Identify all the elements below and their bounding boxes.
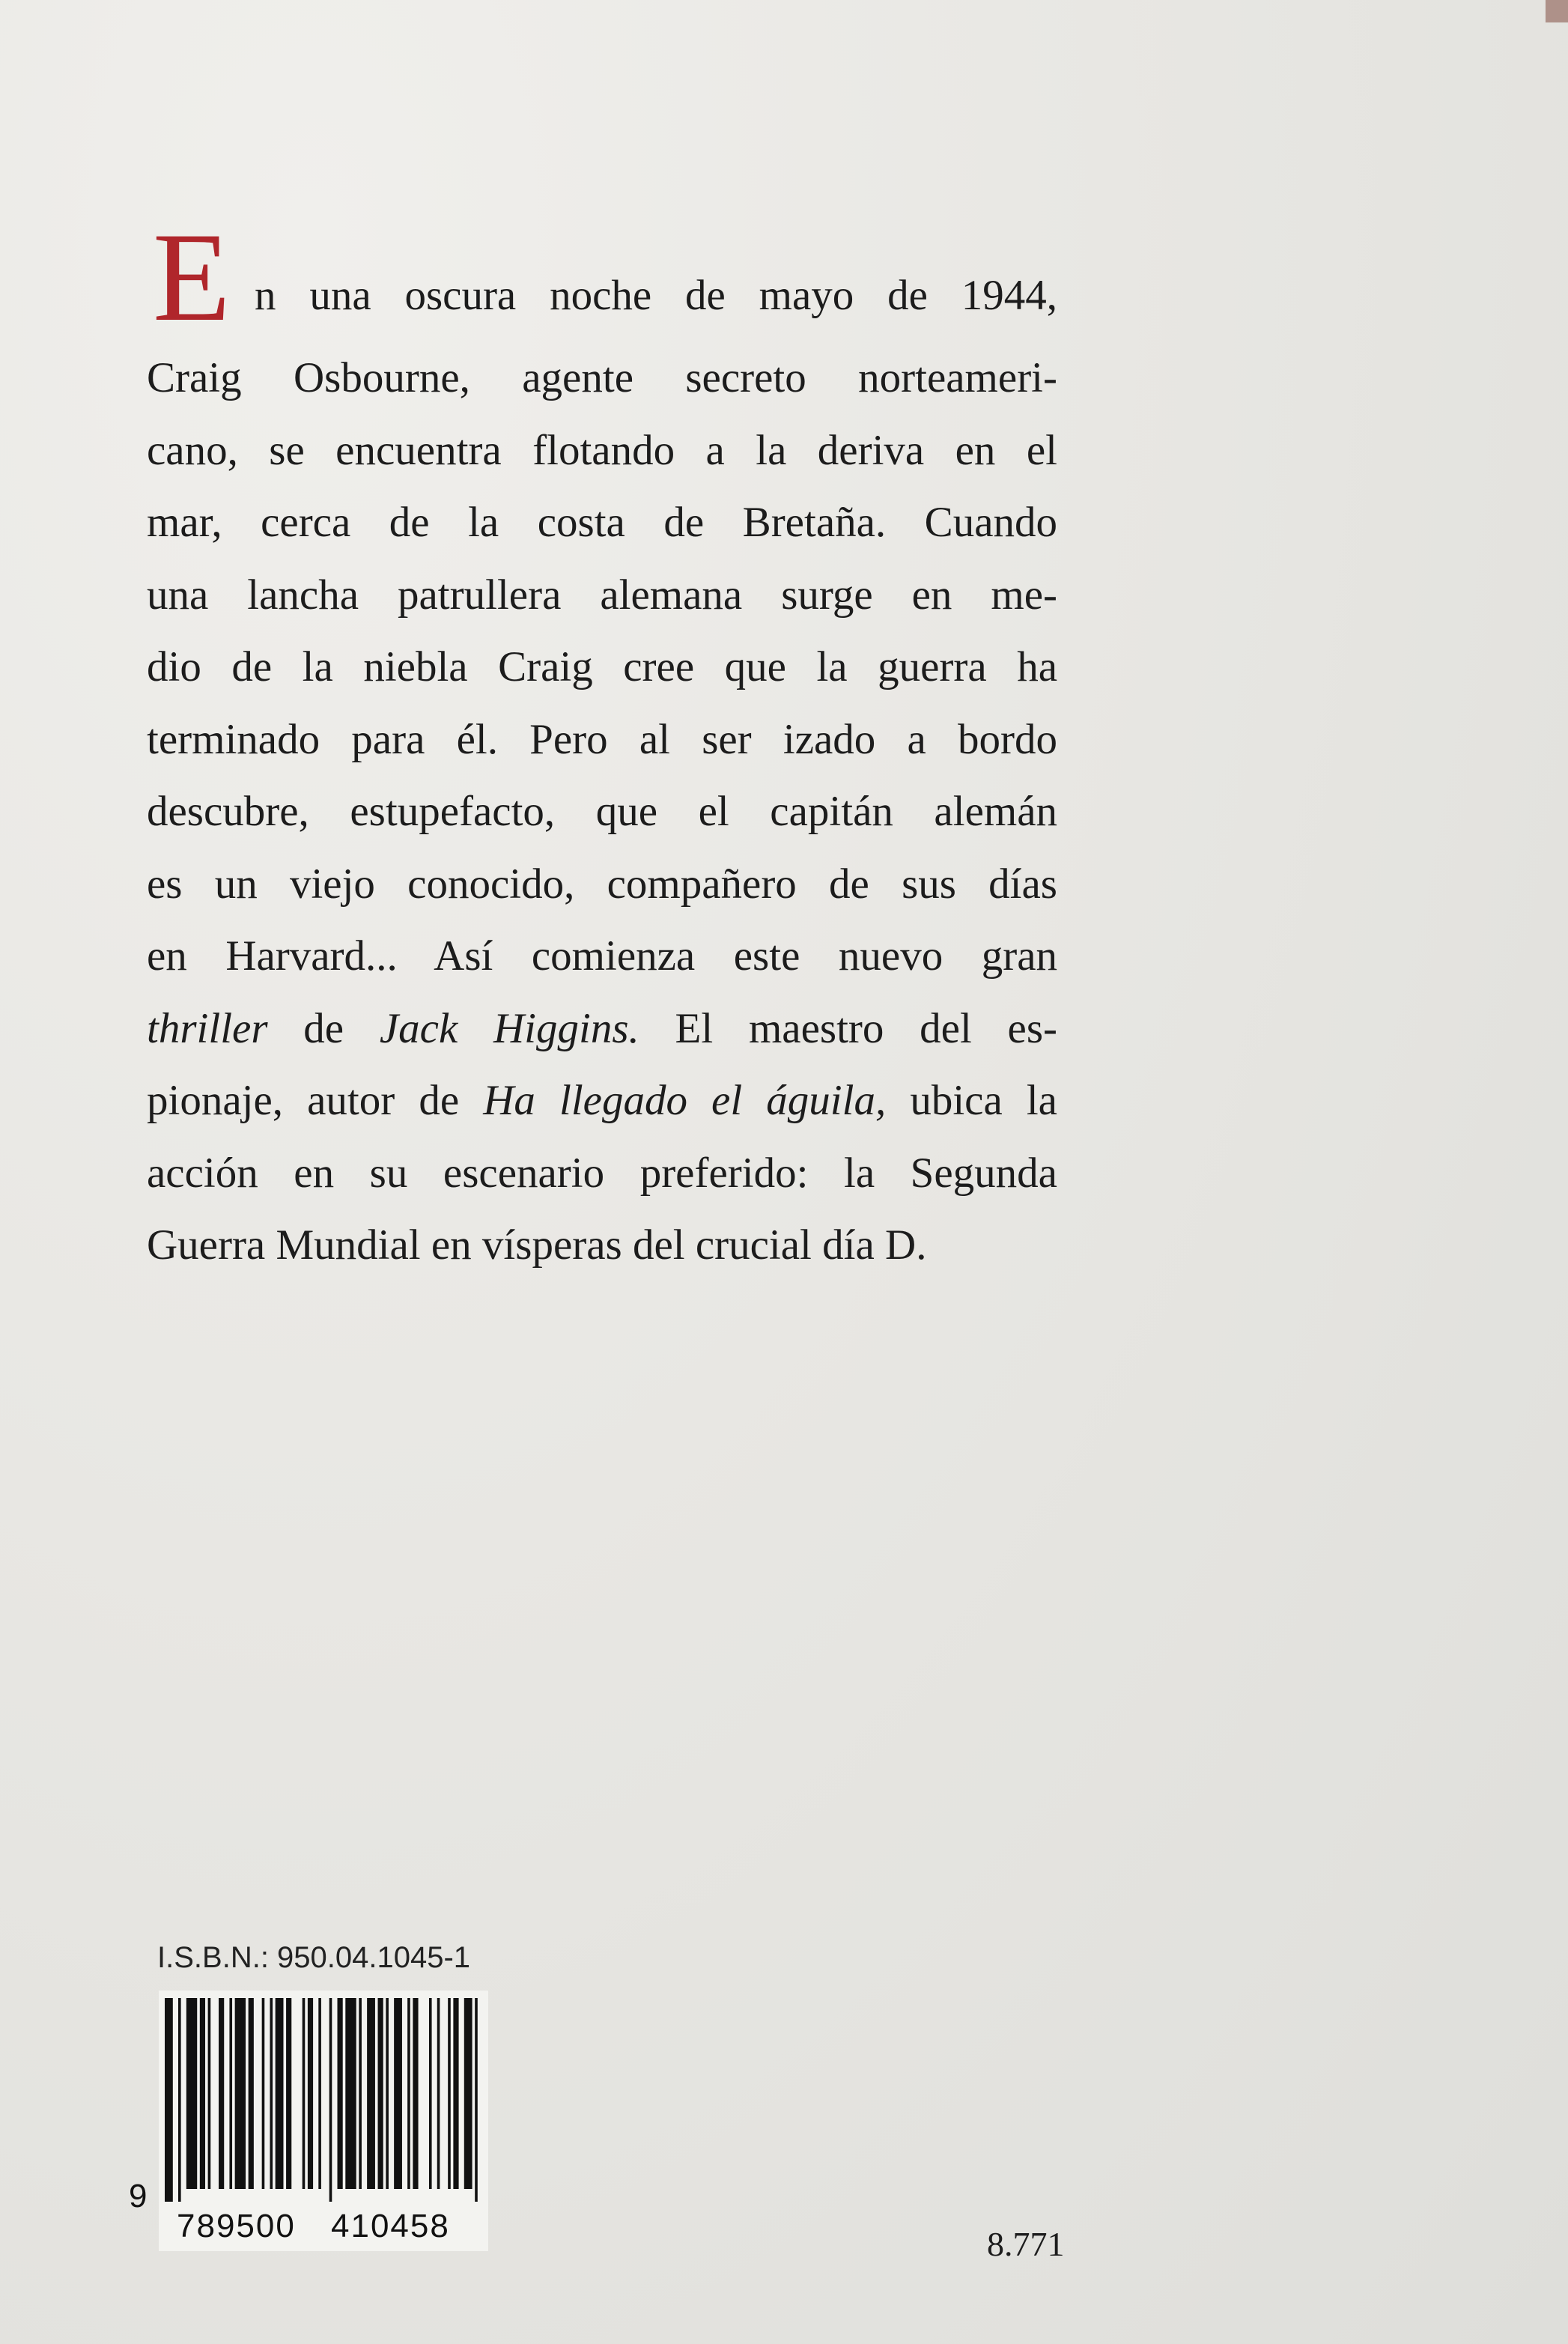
line-text: ubica la (886, 1077, 1057, 1124)
barcode-bar (229, 1998, 232, 2189)
barcode-bar (178, 1998, 181, 2202)
barcode (129, 1991, 488, 2251)
barcode-bar (318, 1998, 321, 2189)
blurb-line: mar, cerca de la costa de Bretaña. Cuando (147, 499, 1057, 546)
barcode-bar (394, 1998, 402, 2189)
barcode-bar (359, 1998, 362, 2189)
barcode-bar (308, 1998, 313, 2189)
blurb-line-aguila (147, 1065, 1057, 1138)
barcode-bar (437, 1998, 440, 2189)
barcode-bar (276, 1998, 284, 2189)
blurb-line: terminado para él. Pero al ser izado a bordo (147, 715, 1057, 763)
blurb-line: en Harvard... Así comienza este nuevo gran (147, 932, 1057, 980)
blurb-line: Craig Osbourne, agente secreto norteameri- (147, 354, 1057, 401)
barcode-bar (386, 1998, 389, 2189)
barcode-bar (303, 1998, 306, 2189)
barcode-bar (329, 1998, 332, 2202)
blurb-line-thriller (147, 993, 1057, 1066)
barcode-bar (345, 1998, 356, 2189)
blurb-text (147, 342, 1057, 1282)
barcode-bar (200, 1998, 205, 2189)
barcode-bar (286, 1998, 291, 2189)
cover-corner-wear (1546, 0, 1568, 22)
barcode-bar (464, 1998, 472, 2189)
blurb-line: dio de la niebla Craig cree que la guerra ha (147, 643, 1057, 690)
line-text: pionaje, autor de (147, 1077, 484, 1124)
barcode-bar (453, 1998, 458, 2189)
blurb-line: Guerra Mundial en vísperas del crucial día D. (147, 1221, 927, 1269)
author-name: Jack Higgins. (379, 1004, 639, 1052)
italic-word: thriller (147, 1004, 268, 1052)
barcode-bar (378, 1998, 383, 2189)
barcode-bar (367, 1998, 375, 2189)
line-text: El maestro del es- (639, 1004, 1057, 1052)
barcode-bar (186, 1998, 197, 2189)
blurb-first-line: n una oscura noche de mayo de 1944, (255, 272, 1057, 319)
barcode-bar (219, 1998, 224, 2189)
barcode-digits-left: 789500 (177, 2208, 296, 2244)
barcode-bar (165, 1998, 173, 2202)
book-title-reference: Ha llegado el águila, (483, 1077, 887, 1124)
blurb-line: cano, se encuentra flotando a la deriva en el (147, 426, 1057, 474)
blurb-line: es un viejo conocido, compañero de sus días (147, 860, 1057, 908)
line-text: de (267, 1004, 380, 1052)
barcode-bar (475, 1998, 478, 2202)
barcode-bar (262, 1998, 265, 2189)
isbn-label: I.S.B.N.: 950.04.1045-1 (157, 1941, 471, 1974)
barcode-bar (413, 1998, 418, 2189)
blurb-line: una lancha patrullera alemana surge en me- (147, 571, 1057, 619)
barcode-bar (249, 1998, 254, 2189)
barcode-bar (270, 1998, 273, 2189)
barcode-bar (429, 1998, 432, 2189)
barcode-digits-right: 410458 (331, 2208, 450, 2244)
barcode-bar (448, 1998, 451, 2189)
drop-cap: E (153, 207, 231, 347)
barcode-bar (235, 1998, 246, 2189)
barcode-bar (208, 1998, 211, 2189)
barcode-bar (338, 1998, 343, 2189)
catalog-number: 8.771 (987, 2225, 1065, 2263)
barcode-lead-digit: 9 (129, 2178, 148, 2214)
blurb-line: acción en su escenario preferido: la Segunda (147, 1149, 1057, 1197)
barcode-bar (407, 1998, 410, 2189)
barcode-bars (165, 1998, 483, 2202)
blurb-line: descubre, estupefacto, que el capitán alemán (147, 788, 1057, 835)
